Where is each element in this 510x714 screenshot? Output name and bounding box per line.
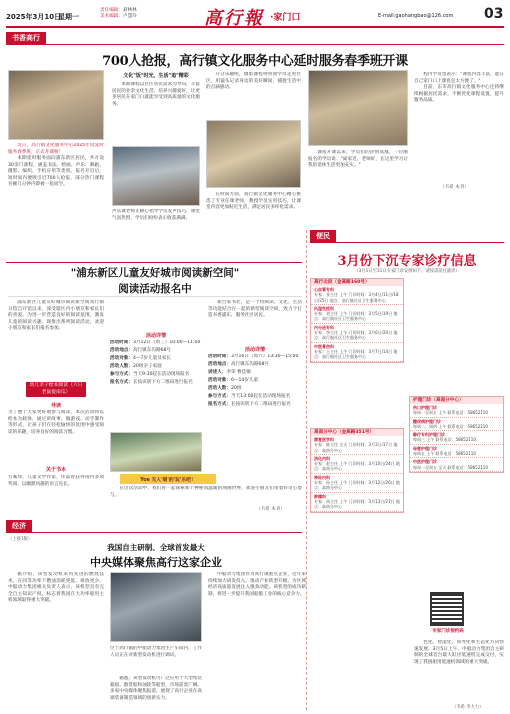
reading-sub2-text: 方素珍，儿童文学作家，作品曾获得国内多项奖项，以幽默风趣的语言见长。 [8,475,104,487]
main-col4 [308,150,408,220]
clinic-group [409,396,504,473]
clinic-row [311,343,403,362]
designer-name: 卢慧玲 [122,14,137,19]
economy-col3-text: 中船动力集团作为高行镇重点企业，近年来持续加大研发投入，推动产业转型升级，为区域经济高质量发展注入强劲动能。该机型的成功研制，将进一步提升我国船舶工业的核心竞争力。 [208,572,306,597]
clinic-detail: 专家：张主任 上午 门诊时间：3月4日/11日/18日/25日 地点：高行镇社区卫生服务中心 [314,292,399,303]
clinic-group [310,278,404,363]
reading-headline-2: 阅读活动报名中 [118,283,192,295]
clinic-detail: 每周一至周五 全天 联系电话：58652110 [413,464,488,470]
activity-detail-value: 当天9:30起在活动现场报名 [132,372,190,377]
email: E-mail:gaohangbao@126.com [378,13,454,19]
activity-detail [208,378,302,385]
clinic-dept: 神经内科 [314,474,330,480]
qr-caption: 专家门诊预约码 [432,629,464,634]
qr-code[interactable] [430,592,464,626]
activity-detail-value: 20组亲子家庭 [132,364,162,369]
activity-detail [110,340,202,347]
reading-box-title [26,382,86,397]
main-col2-subhead: 文化"饭"时光，生活"追"精彩 [123,73,189,79]
clinic-row [311,305,403,324]
activity-detail [208,370,302,377]
economy-col2-text: 据悉，该型发动机可广泛应用于大型集装箱船、散货船和油轮等船型，市场前景广阔。多家中央媒体聚焦报道，展现了高行企业在高端装备制造领域的创新实力。 [110,676,202,701]
clinic-row [311,474,403,493]
clinic-dept: 糖尿病护理门诊 [413,418,441,424]
reading-sub2: 关于书本 [45,467,66,473]
editor-name: 聂林林 [122,8,137,13]
activity-detail [208,386,302,393]
activity-detail [208,394,302,401]
main-col1 [8,143,104,263]
clinic-detail: 每周三 上午 联系电话：58652110 [413,437,476,443]
reading-closing-text: 在这次活动中，我们将一起探索那个神秘而温暖的图画世界，欢迎小朋友们带着好奇心参与。 [110,486,302,498]
clinic-dept: 中医骨伤科 [314,343,334,349]
clinic-detail: 专家：赵主任 上午 门诊时间：3月10日/24日 地点：高南分中心 [314,461,400,472]
clinic-row [410,445,503,459]
act1-list [110,340,202,430]
clinic-dept: 风湿免疫科 [314,305,334,311]
clinic-listing [310,278,504,590]
clinic-detail: 每周二、周四 上午 联系电话：58652110 [413,423,488,429]
activity-detail-value: 当天13:00起在活动现场报名 [230,394,291,399]
activity-detail-value: 6—14岁儿童 [230,378,259,383]
activity-detail [110,356,202,363]
main-col4-para1: 课程开课以来，学员们的热情高涨，一位刚报名的学员说："离家近，老师好，在这里学习让我的退休生活更加充实。" [308,150,408,168]
activity-detail-key: 活动对象： [110,356,133,361]
editor-label: 责任编辑： [100,8,123,13]
activity-detail-key: 活动时间： [208,354,231,359]
clinic-dept: 静疗专科护理门诊 [413,432,445,438]
photo-class-3 [206,120,301,188]
activity-detail-key: 活动人数： [110,364,133,369]
activity-detail-value: 3月16日（周六）13:30—15:00 [230,354,299,359]
clinic-headline: 3月份下沉专家诊疗信息 [337,254,477,269]
activity-detail [208,402,302,409]
main-headline: 700人抢报，高行镇文化服务中心延时服务春季班开课 [102,54,408,69]
clinic-row [311,455,403,474]
designer-label: 美术编辑： [100,14,123,19]
economy-headline-2: 中央媒体聚焦高行这家企业 [90,556,222,569]
economy-col3 [208,572,306,710]
main-col1-para1: 近日，高行镇文化服务中心2025年度延时服务春季班，正式开课啦！ [8,143,104,155]
section-tag-books: 书香高行 [6,32,46,44]
photo-class-4 [308,70,408,146]
clinic-detail: 每周五 上午 联系电话：58652110 [413,451,476,457]
economy-headline-1: 我国自主研制、全球首发最大 [107,543,205,552]
page-number: 03 [484,6,504,22]
main-col2 [112,82,200,142]
clinic-row [410,431,503,445]
activity-detail-key: 活动地点： [110,348,133,353]
clinic-detail: 专家：王主任 上午 门诊时间：3月7日/14日 地点：高行镇社区卫生服务中心 [314,348,398,360]
reading-box-title-text: 幼儿亲子绘本阅读（六只老鼠捉南瓜） [29,383,83,395]
activity-detail-key: 活动时间： [110,340,133,345]
clinic-row [410,404,503,418]
clinic-dept: 消化内科 [314,455,330,461]
economy-col2 [110,676,202,710]
main-col5 [414,72,504,182]
clinic-detail: 专家：孙主任 上午 门诊时间：3月12日/26日 地点：高南分中心 [314,480,400,491]
masthead [6,6,504,28]
editor-line [100,8,137,20]
activity-detail [110,372,202,379]
clinic-group-title: 高行北段（金高路160号） [311,279,403,286]
main-col1-para2: 本期延时服务面向浦东新区居民，共开设30余门课程，涵盖书法、绘画、声乐、舞蹈、摄影、编织、手机应用等类别。报名开启后，短时间内便吸引近700人抢报，部分热门课程名额几分钟内即被一抢而空。 [8,156,104,187]
main-col2-para1: 本期课程以社区居民需求为导向，丰富居民的业余文化生活，培养兴趣爱好，让更多居民在家门口就能享受到高质量的文化服务。 [112,82,200,107]
economy-col4 [414,640,504,704]
clinic-dept: 母婴护理门诊 [413,445,437,451]
activity-detail-value: 长按识别下方二维码进行报名 [230,402,291,407]
photo-class-2 [112,146,200,206]
activity-detail-value: 高行镇东沟路68号 [132,348,171,353]
economy-col1 [8,572,104,710]
activity-detail-key: 报名方式： [208,402,231,407]
issue-date: 2025年3月10日 [6,13,62,21]
clinic-dept: 康复医学科 [314,437,334,442]
activity-detail-value: 长按识别下方二维码进行报名 [132,380,193,385]
main-col5-para1: 程内学员也表示："课程内容丰富，能在自己家门口上课真是太方便了。" [414,72,504,84]
activity-detail-key: 讲述人： [208,370,227,375]
main-byline: （韦希 本刊） [440,185,470,190]
reading-intro [8,300,104,378]
section-tag-economy: 经济 [6,520,32,532]
economy-col1-text: 据介绍，该型发动机采用先进的燃烧技术，在同等功率下燃油消耗更低、排放更少。中船动力集团相关负责人表示，该机型具有完全自主知识产权，标志着我国在大功率船用主机领域取得重大突破。 [8,572,104,603]
activity-detail [208,354,302,361]
activity-detail-value: 20组 [230,386,242,391]
activity-detail-value: 3月12日（周三）10:00—11:00 [132,340,201,345]
activity-detail-value: 李荣 曹佳嫄 [226,370,251,375]
event-banner: Yoe 无人'喵'的'玩'乐吧！ [120,474,216,484]
activity-detail-key: 参与方式： [110,372,133,377]
activity-detail [110,380,202,387]
activity-detail-key: 参与方式： [208,394,231,399]
act2-title: 活动详情 [244,347,265,353]
activity-detail-value: 高行镇东沟路68号 [230,362,269,367]
clinic-row [311,493,403,512]
photo-kids [110,432,202,472]
clinic-detail: 专家：周主任 上午 门诊时间：3月13日/27日 地点：高南分中心 [314,498,400,510]
clinic-row [311,286,403,305]
clinic-detail: 每周一至周五 上午 联系电话：58652110 [413,410,488,416]
main-col5-para2: 目前，东市高行镇文化服务中心还将继续根据居民需求，不断优化课程设置，提升服务品质。 [414,85,504,103]
main-col2-caption: 声乐课老师正耐心指导学员发声技巧，课堂气氛热烈，学员们纷纷表示收获满满。 [112,209,200,221]
economy-col4-text: 色化、智能化、同寿化和生态化方向快速发展。3月5日上午，中船动力集团自主研制的全球首台最大缸径低速机完成交付，实现了我国船用低速机领域的重大突破。 [414,640,504,665]
clinic-group [310,428,404,513]
clinic-row [410,458,503,472]
activity-detail-key: 报名方式： [110,380,133,385]
clinic-dept: 心血管专科 [314,287,334,292]
clinic-detail: 专家：陈主任 全天 门诊时间：3月3日/17日 地点：高南分中心 [314,442,398,453]
act1-title: 活动详情 [145,333,166,339]
activity-detail-key: 活动人数： [208,386,231,391]
clinic-group-title: 高南分中心（金高路351号） [311,429,403,436]
reading-intro-text: 浦东新区儿童友好城市阅读新空间高行镇分馆自开馆以来，深受辖区内小朋友和家长们的喜爱。为进一步营造良好的阅读氛围，激发儿童的阅读兴趣，现推出系列阅读活动，欢迎小朋友和家长们报名参加。 [8,300,104,331]
clinic-dept: 内分泌专科 [314,324,334,330]
clinic-dept: 肿瘤科 [314,493,326,499]
economy-caption: 位于高行镇的中船动力集团生产车间内，工作人员正在对新型发动机进行调试。 [110,646,202,658]
reading-closing [110,486,302,506]
reading-sub1: 导读 [50,403,61,409]
activity-detail [110,364,202,371]
clinic-subline: （3月1日至31日专家门诊安排如下，请按需前往就诊） [354,269,460,274]
activity-detail [208,362,302,369]
clinic-row [410,418,503,432]
reading-sub1-text: 为了便于大家更好地参与阅读，本次活动将以绘本为载体，通过讲故事、做游戏、动手制作等形式，让孩子们在轻松愉快的氛围中感受阅读的乐趣，培养良好的阅读习惯。 [8,410,104,435]
activity-detail-key: 活动地点： [208,362,231,367]
reading-col3 [208,300,302,342]
economy-kicker: （上接1版） [8,537,33,542]
clinic-detail: 专家：李主任 上午 门诊时间：3月6日/20日 地点：高行镇社区卫生服务中心 [314,330,398,341]
activity-detail-key: 活动对象： [208,378,231,383]
main-col3-para2: 在时尚方面，高行镇文化服务中心精心挑选了专业任课老师，教授学员实用技巧，让课堂内容更加贴近生活，满足居民多样化需求。 [206,192,301,210]
section-name: ·家门口 [270,13,301,23]
clinic-row [311,324,403,343]
clinic-row [311,436,403,455]
weekday: 星期一 [58,13,79,21]
photo-engine [110,572,202,642]
clinic-detail: 专家：刘主任 上午 门诊时间：3月5日/19日 地点：高行镇社区卫生服务中心 [314,311,398,322]
reading-byline: （韦希 本刊） [256,507,286,512]
reading-col3-text: 新百家书社，是一个将阅读、文化、生活等功能结合在一起的新型阅读空间，致力于打造书香浦东，服务社区居民。 [208,300,302,318]
clinic-group-title: 护理门诊（高南分中心） [410,397,503,404]
main-col3-para1: 升分乐趣呢，摄影课程则带领学员走进社区，用镜头记录身边的美好瞬间，捕捉生活中的点滴感动。 [206,72,301,90]
clinic-dept: 伤口护理门诊 [413,405,437,410]
paper-logo: 高行報 [204,8,264,29]
activity-detail [110,348,202,355]
activity-detail-value: 4—7岁儿童及家长 [132,356,171,361]
section-tag-convenience: 便民 [310,230,336,242]
photo-class-1 [8,70,104,140]
main-col3-b [206,192,301,258]
economy-byline: （韦希 李大力） [452,705,484,710]
act2-list [208,354,302,444]
reading-headline-1: "浦东新区儿童友好城市阅读新空间" [70,267,240,279]
clinic-dept: 中医护理门诊 [413,459,437,465]
